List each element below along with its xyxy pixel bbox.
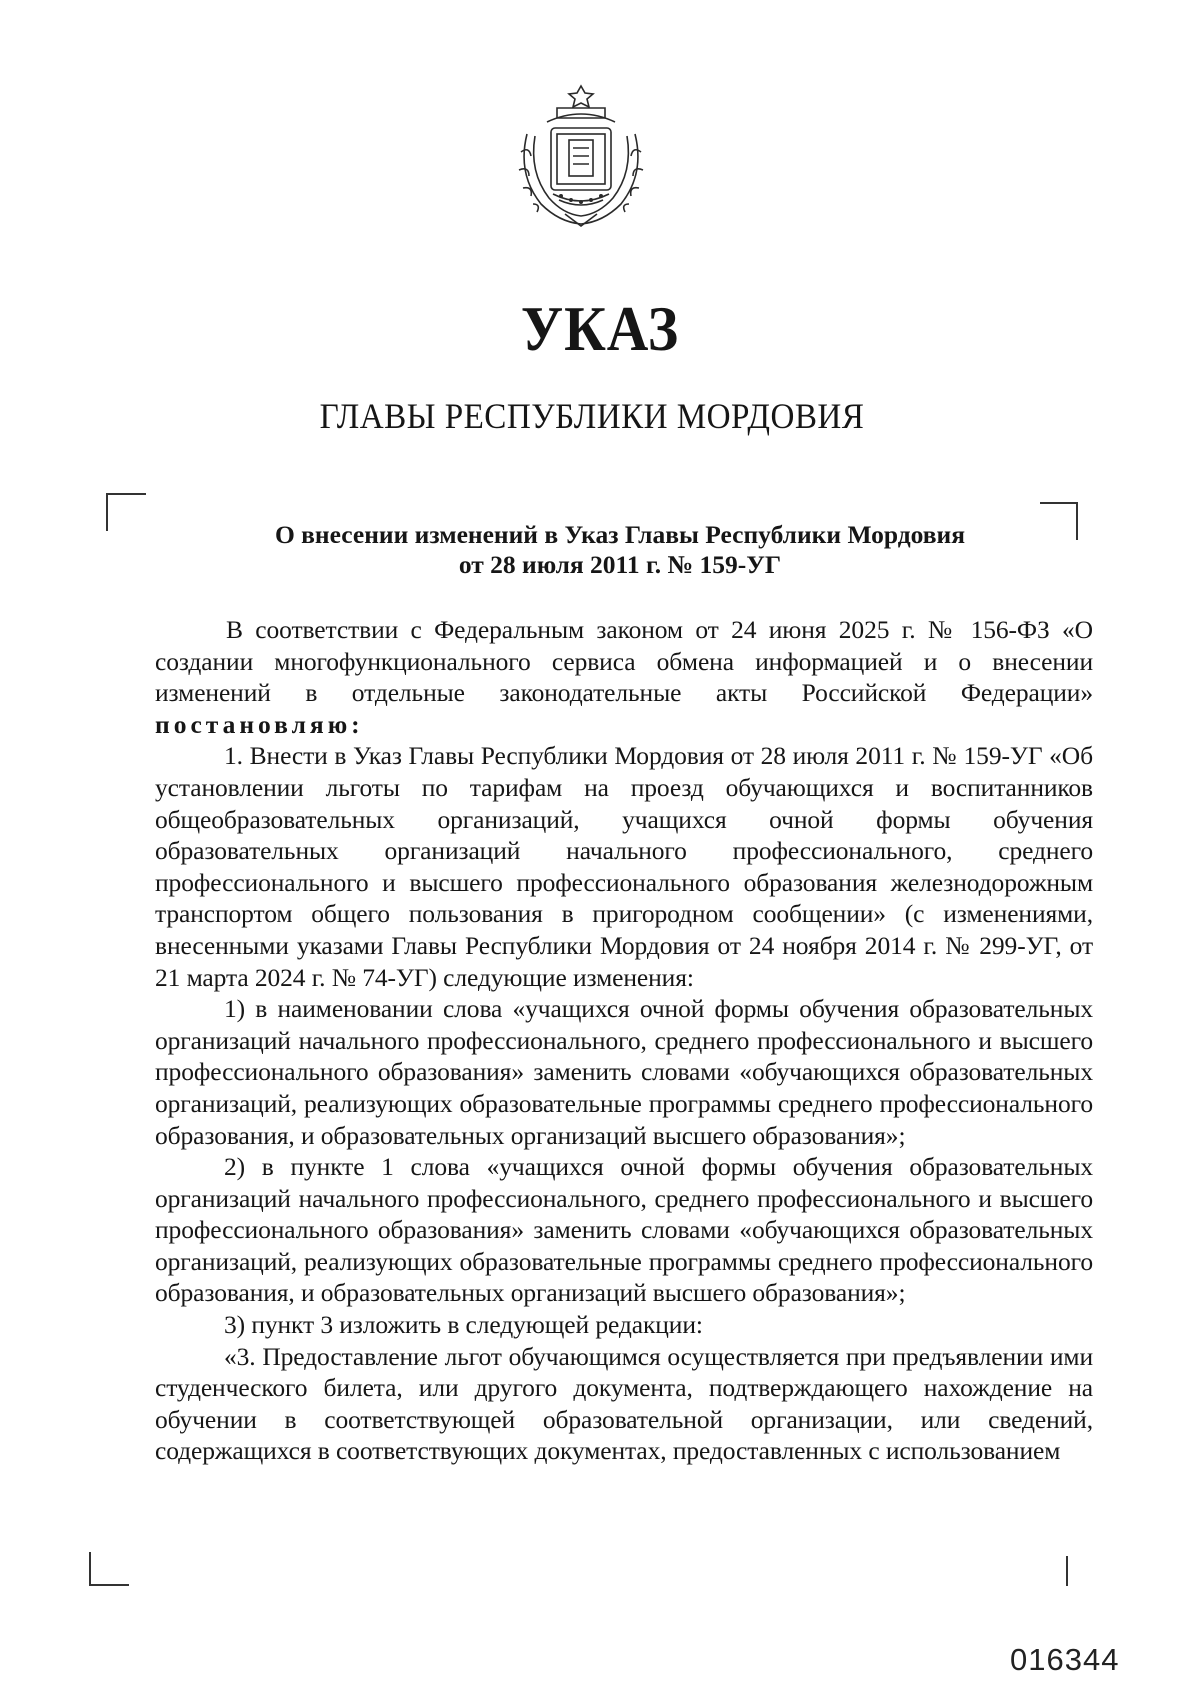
preamble-paragraph <box>155 614 1093 740</box>
subitem-2-paragraph: 2) в пункте 1 слова «учащихся очной формы обучения образовательных организаций начального профессионального, среднего профессионального и высшего профессионального образования» заменить словами «обучающихся образовательных организаций, реализующих образовательные программы среднего профессионального образования, и образовательных организаций высшего образования»; <box>155 1152 1093 1308</box>
bracket-bottom-right <box>1056 1556 1068 1586</box>
preamble-text: В соответствии с Федеральным законом от 24 июня 2025 г. № 156-ФЗ «О создании многофункционального сервиса обмена информацией и о внесении изменений в отдельные законодательные акты Российской Федерации» <box>155 615 1093 708</box>
decree-title: УКАЗ <box>520 293 680 364</box>
preamble-keyword: постановляю: <box>155 709 364 739</box>
document-heading-line-2: от 28 июля 2011 г. № 159-УГ <box>458 550 782 579</box>
bracket-bottom-left <box>89 1552 129 1586</box>
title-bracket-top-left <box>106 493 146 531</box>
document-heading-line-1: О внесении изменений в Указ Главы Республики Мордовия <box>274 520 966 549</box>
document-body <box>155 614 1093 1467</box>
subitem-1-paragraph: 1) в наименовании слова «учащихся очной формы обучения образовательных организаций начального профессионального, среднего профессионального и высшего профессионального образования» заменить словами «обучающихся образовательных организаций, реализующих образовательные программы среднего профессионального образования, и образовательных организаций высшего образования»; <box>155 994 1093 1150</box>
issuer-subtitle: ГЛАВЫ РЕСПУБЛИКИ МОРДОВИЯ <box>319 396 865 436</box>
document-heading <box>150 520 1090 580</box>
item-1-paragraph: 1. Внести в Указ Главы Республики Мордовия от 28 июля 2011 г. № 159-УГ «Об установлении льготы по тарифам на проезд обучающихся и воспитанников общеобразовательных организаций, учащихся очной формы обучения образовательных организаций начального профессионального, среднего профессионального и высшего профессионального образования железнодорожным транспортом общего пользования в пригородном сообщении» (с изменениями, внесенными указами Главы Республики Мордовия от 24 ноября 2014 г. № 299-УГ, от 21 марта 2024 г. № 74-УГ) следующие изменения: <box>155 741 1093 992</box>
quoted-point-3-paragraph: «3. Предоставление льгот обучающимся осуществляется при предъявлении ими студенческого билета, или другого документа, подтверждающего нахождение на обучении в соответствующей образовательной организации, или сведений, содержащихся в соответствующих документах, предоставленных с использованием <box>155 1341 1093 1466</box>
subitem-3-paragraph: 3) пункт 3 изложить в следующей редакции: <box>224 1310 703 1340</box>
coat-of-arms-emblem <box>513 82 649 230</box>
serial-number: 016344 <box>1010 1642 1120 1677</box>
